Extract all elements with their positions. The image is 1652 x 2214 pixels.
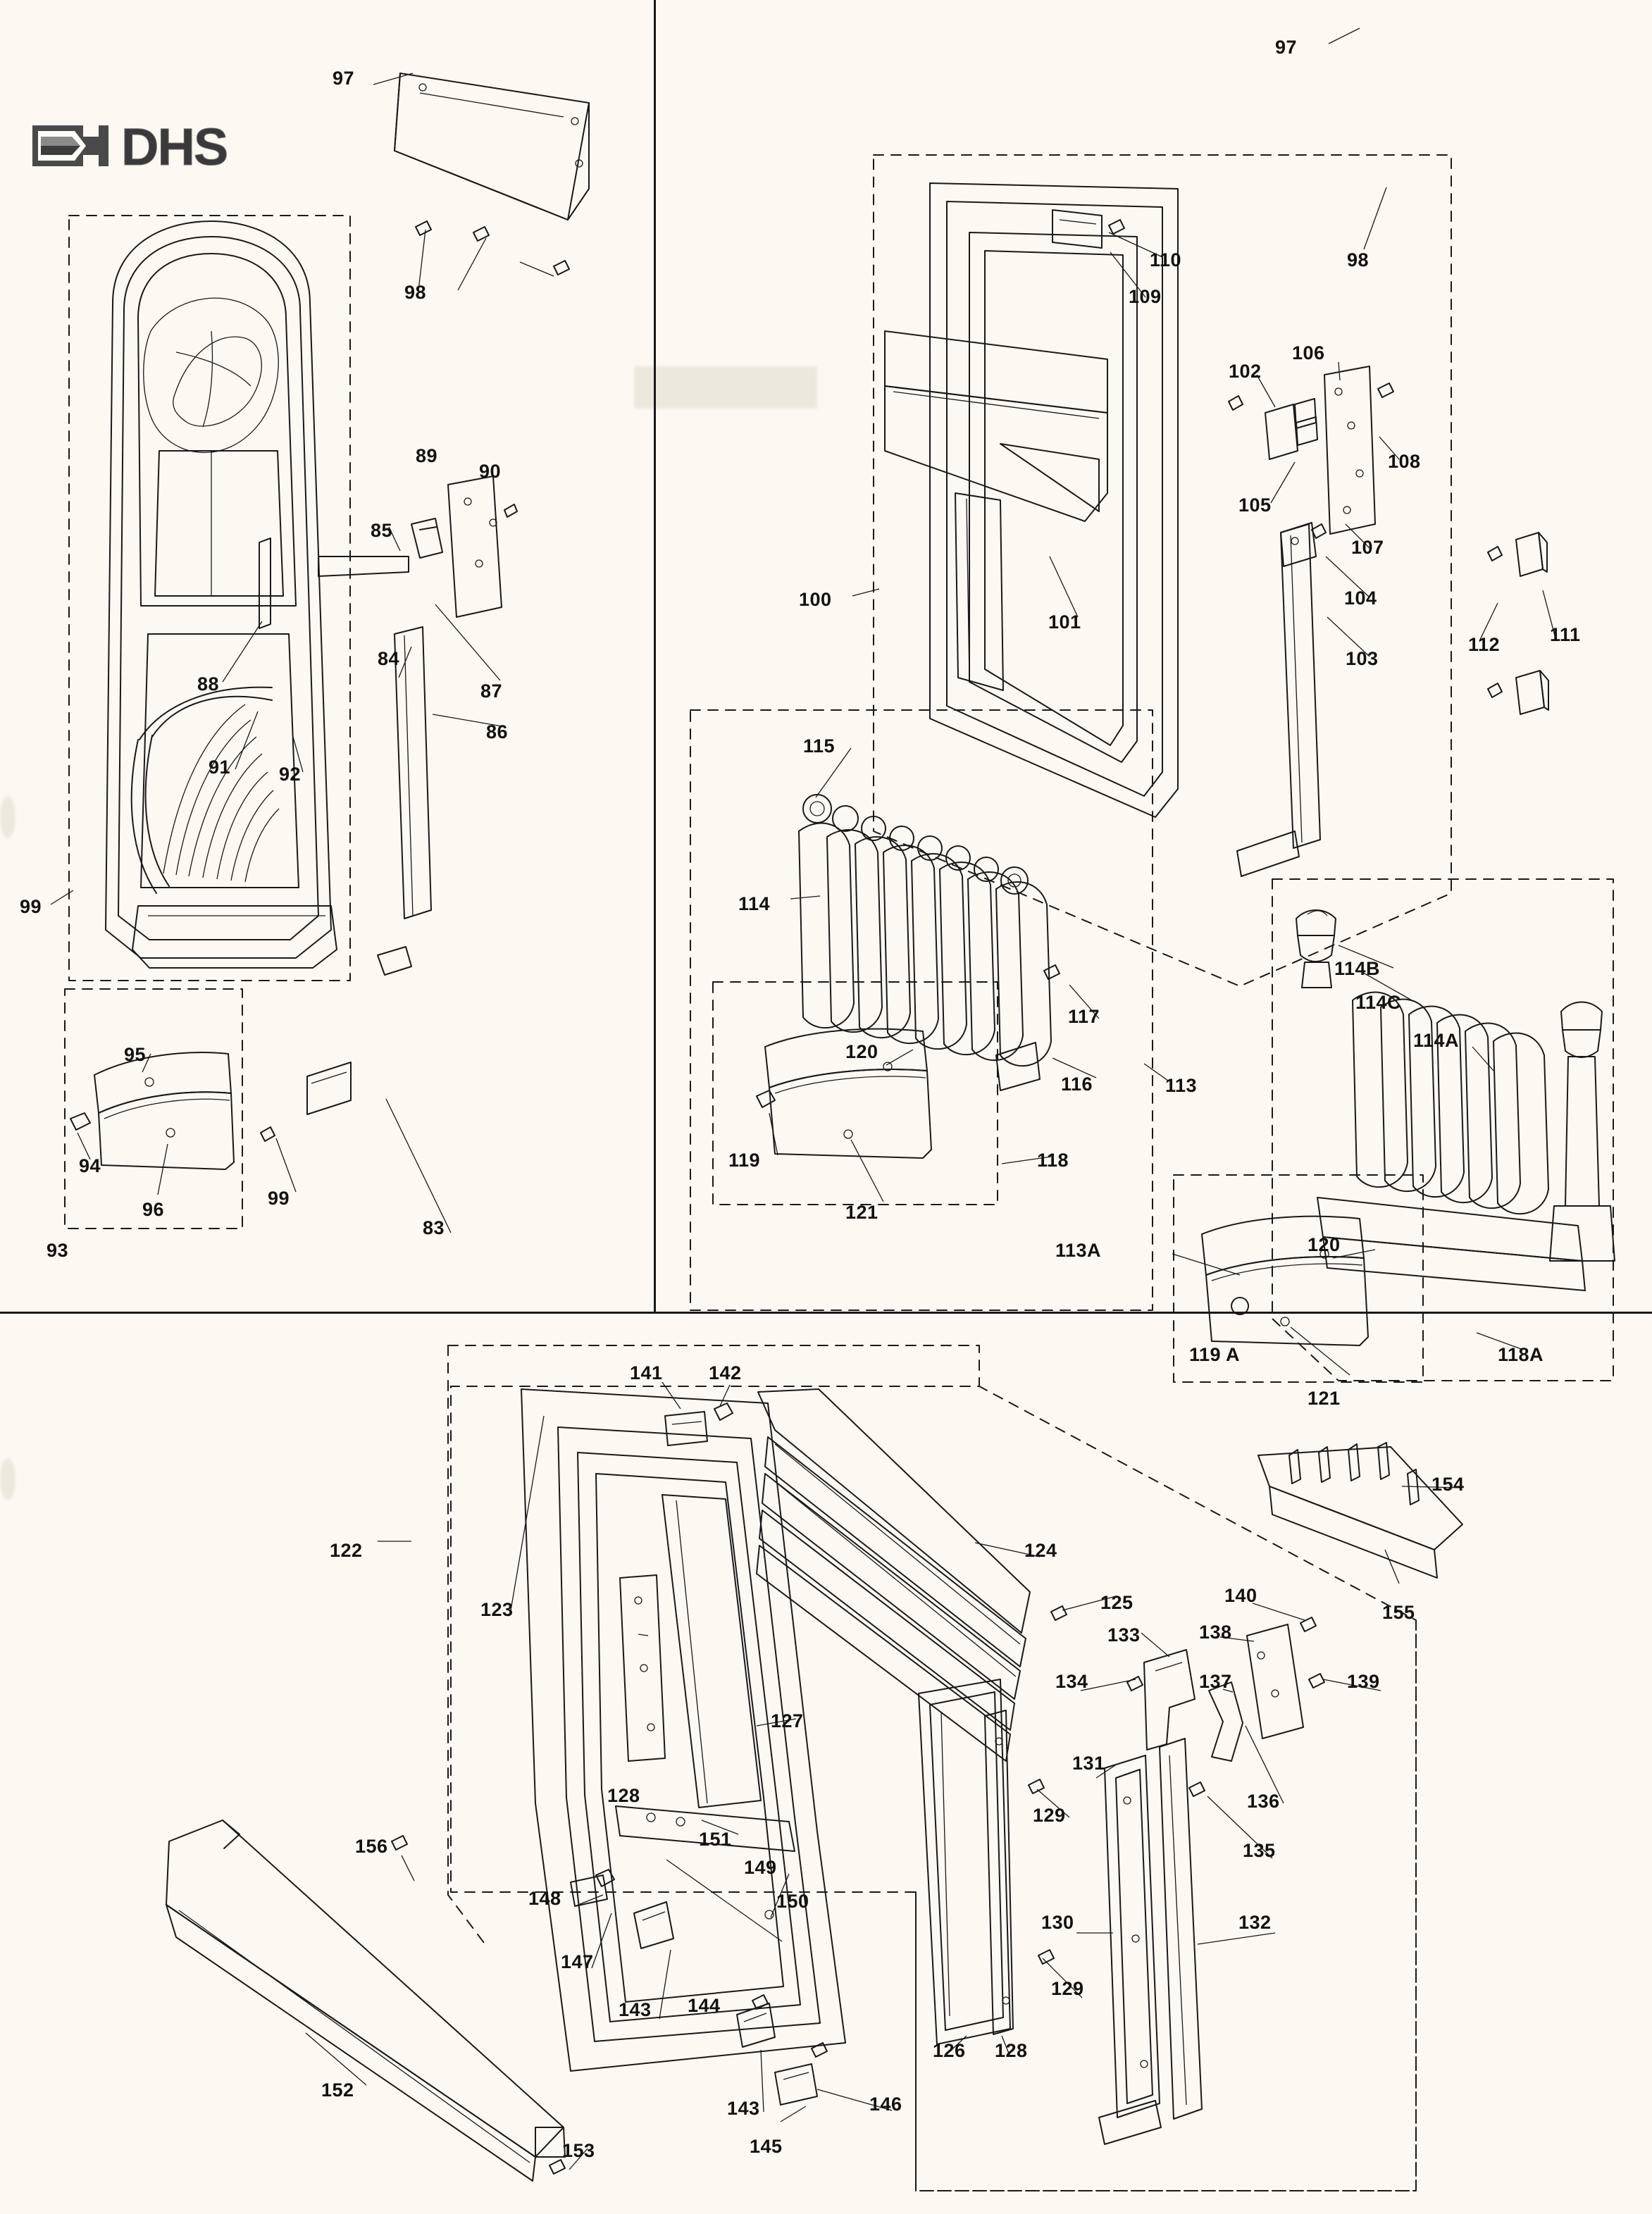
callout-114a: 114A bbox=[1413, 1030, 1460, 1051]
callout-122: 122 bbox=[330, 1540, 363, 1561]
callout-144: 144 bbox=[688, 1995, 721, 2016]
callout-114c: 114C bbox=[1355, 992, 1402, 1013]
callout-121: 121 bbox=[845, 1202, 878, 1223]
callout-103: 103 bbox=[1346, 648, 1379, 669]
callout-150: 150 bbox=[776, 1891, 809, 1912]
callout-102: 102 bbox=[1229, 361, 1262, 382]
callout-124: 124 bbox=[1024, 1540, 1057, 1561]
callout-98: 98 bbox=[1347, 249, 1370, 270]
callout-107: 107 bbox=[1351, 537, 1384, 558]
callout-89: 89 bbox=[416, 445, 438, 466]
callout-97: 97 bbox=[333, 68, 355, 89]
callout-90: 90 bbox=[479, 461, 502, 482]
callout-93: 93 bbox=[46, 1240, 69, 1261]
callout-156: 156 bbox=[355, 1836, 388, 1857]
callout-118a: 118A bbox=[1498, 1344, 1544, 1365]
callout-129: 129 bbox=[1051, 1978, 1084, 1999]
callout-127: 127 bbox=[771, 1710, 804, 1731]
callout-99: 99 bbox=[268, 1188, 290, 1209]
callout-84: 84 bbox=[378, 648, 400, 669]
callout-119: 119 bbox=[728, 1150, 761, 1171]
callout-132: 132 bbox=[1238, 1912, 1272, 1933]
callout-105: 105 bbox=[1238, 495, 1272, 516]
callout-117: 117 bbox=[1068, 1006, 1100, 1027]
callout-86: 86 bbox=[486, 721, 509, 742]
callout-155: 155 bbox=[1382, 1602, 1415, 1623]
callout-143: 143 bbox=[727, 2098, 760, 2119]
callout-130: 130 bbox=[1041, 1912, 1074, 1933]
callout-113: 113 bbox=[1165, 1075, 1198, 1096]
callout-92: 92 bbox=[279, 764, 302, 785]
callout-141: 141 bbox=[630, 1362, 663, 1383]
callout-121: 121 bbox=[1308, 1388, 1341, 1409]
callout-142: 142 bbox=[709, 1362, 742, 1383]
callout-136: 136 bbox=[1247, 1791, 1280, 1812]
callout-125: 125 bbox=[1100, 1592, 1134, 1613]
callout-139: 139 bbox=[1347, 1671, 1380, 1692]
callout-87: 87 bbox=[480, 680, 503, 702]
callout-97: 97 bbox=[1275, 37, 1298, 58]
callout-98: 98 bbox=[404, 282, 427, 303]
dhs-logo-wordmark: DHS bbox=[121, 118, 228, 176]
callout-134: 134 bbox=[1055, 1671, 1088, 1692]
callout-114b: 114B bbox=[1334, 958, 1381, 979]
callout-109: 109 bbox=[1129, 286, 1162, 307]
callout-104: 104 bbox=[1344, 587, 1377, 609]
callout-131: 131 bbox=[1072, 1753, 1105, 1774]
callout-110: 110 bbox=[1150, 249, 1182, 270]
callout-147: 147 bbox=[561, 1951, 594, 1972]
callout-153: 153 bbox=[562, 2140, 595, 2161]
callout-101: 101 bbox=[1048, 611, 1081, 633]
callout-83: 83 bbox=[423, 1217, 445, 1238]
callout-133: 133 bbox=[1107, 1624, 1141, 1646]
callout-95: 95 bbox=[124, 1044, 147, 1065]
callout-151: 151 bbox=[699, 1829, 732, 1850]
callout-114: 114 bbox=[738, 893, 771, 914]
callout-140: 140 bbox=[1224, 1585, 1257, 1606]
callout-85: 85 bbox=[371, 520, 393, 541]
callout-128: 128 bbox=[995, 2040, 1028, 2061]
callout-99: 99 bbox=[20, 896, 42, 917]
callout-137: 137 bbox=[1199, 1671, 1232, 1692]
callout-119a: 119 A bbox=[1189, 1344, 1241, 1365]
callout-126: 126 bbox=[933, 2040, 966, 2061]
callout-135: 135 bbox=[1243, 1840, 1276, 1861]
callout-111: 111 bbox=[1550, 624, 1581, 645]
callout-116: 116 bbox=[1061, 1074, 1093, 1095]
callout-100: 100 bbox=[799, 589, 832, 610]
callout-146: 146 bbox=[869, 2094, 902, 2115]
callout-145: 145 bbox=[750, 2136, 783, 2157]
callout-120: 120 bbox=[845, 1041, 878, 1062]
callout-115: 115 bbox=[803, 735, 836, 757]
callout-96: 96 bbox=[142, 1199, 165, 1220]
callout-152: 152 bbox=[321, 2079, 354, 2101]
callout-113a: 113A bbox=[1055, 1240, 1102, 1261]
callout-128: 128 bbox=[607, 1785, 640, 1806]
callout-123: 123 bbox=[480, 1599, 514, 1620]
callout-129: 129 bbox=[1033, 1805, 1066, 1826]
callout-94: 94 bbox=[79, 1155, 101, 1176]
callout-138: 138 bbox=[1199, 1622, 1232, 1643]
callout-149: 149 bbox=[744, 1857, 777, 1878]
callout-88: 88 bbox=[197, 673, 220, 695]
callout-108: 108 bbox=[1388, 451, 1421, 472]
callout-91: 91 bbox=[209, 757, 231, 778]
callout-154: 154 bbox=[1431, 1474, 1465, 1495]
callout-118: 118 bbox=[1037, 1150, 1069, 1171]
callout-112: 112 bbox=[1468, 634, 1501, 655]
callout-120: 120 bbox=[1308, 1234, 1341, 1255]
callout-148: 148 bbox=[528, 1888, 561, 1909]
callout-143: 143 bbox=[619, 1999, 652, 2020]
callout-106: 106 bbox=[1292, 342, 1325, 363]
